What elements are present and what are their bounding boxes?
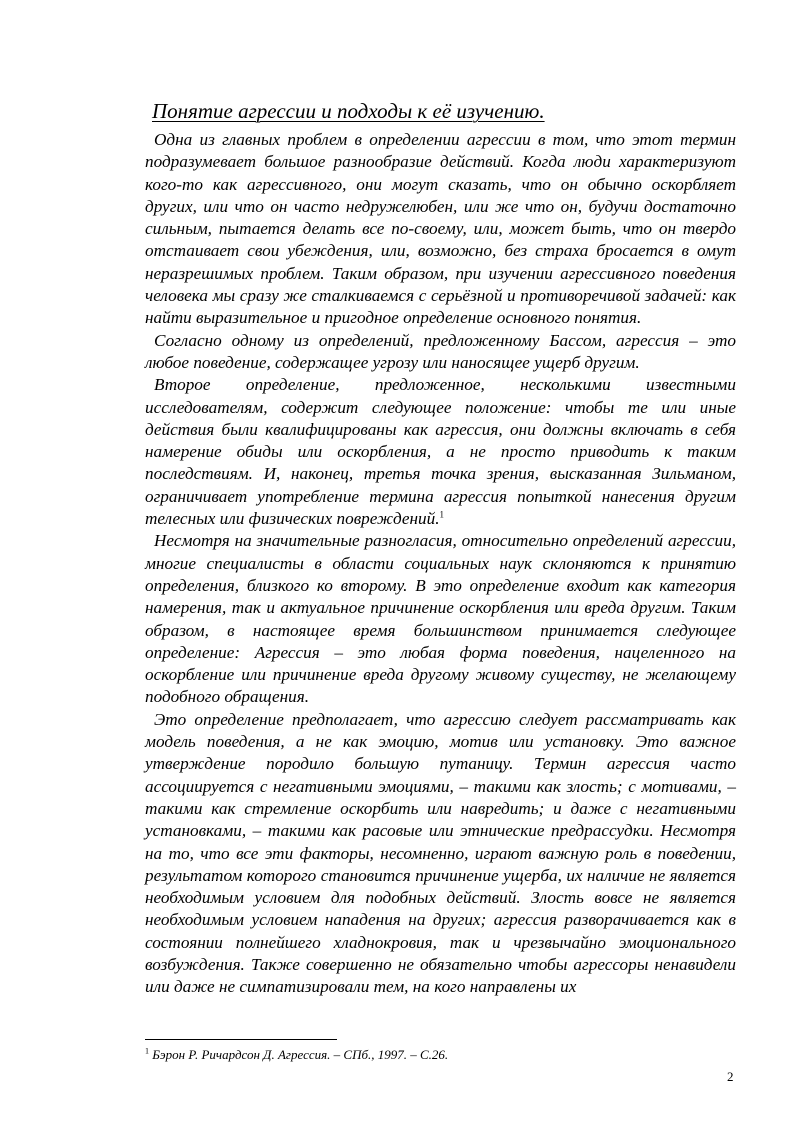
paragraph-3 [145, 374, 736, 530]
paragraph-3-text: Второе определение, предложенное, несколькими известными исследователям, содержит следующее положение: чтобы те или иные действия были квалифицированы как агрессия, они должны включать в себя намерение обиды или оскорбления, а не просто приводить к таким последствиям. И, наконец, третья точка зрения, высказанная Зильманом, ограничивает употребление термина агрессия попыткой нанесения другим телесных или физических повреждений. [145, 375, 736, 529]
paragraph-1: Одна из главных проблем в определении агрессии в том, что этот термин подразумевает большое разнообразие действий. Когда люди характеризуют кого-то как агрессивного, они могут сказать, что он обычно оскорбляет других, или что он часто недружелюбен, или же что он, будучи достаточно сильным, пытается делать все по-своему, или, может быть, что он твердо отстаивает свои убеждения, или, возможно, без страха бросается в омут неразрешимых проблем. Таким образом, при изучении агрессивного поведения человека мы сразу же сталкиваемся с серьёзной и противоречивой задачей: как найти выразительное и пригодное определение основного понятия. [145, 130, 736, 328]
page-number: 2 [727, 1069, 734, 1084]
footnote-text: Бэрон Р. Ричардсон Д. Агрессия. – СПб., 1997. – С.26. [152, 1047, 449, 1062]
footnote-number: 1 [145, 1046, 149, 1056]
paragraph-5: Это определение предполагает, что агрессию следует рассматривать как модель поведения, а не как эмоцию, мотив или установку. Это важное утверждение породило большую путаницу. Термин агрессия часто ассоциируется с негативными эмоциями, – такими как злость; с мотивами, – такими как стремление оскорбить или навредить; и даже с негативными установками, – такими как расовые или этнические предрассудки. Несмотря на то, что все эти факторы, несомненно, играют важную роль в поведении, результатом которого становится причинение ущерба, их наличие не является необходимым условием для подобных действий. Злость вовсе не является необходимым условием нападения на других; агрессия разворачивается как в состоянии полнейшего хладнокровия, так и чрезвычайно эмоционального возбуждения. Также совершенно не обязательно чтобы агрессоры ненавидели или даже не симпатизировали тем, на кого направлены их [145, 709, 736, 997]
paragraph-2: Согласно одному из определений, предложенному Бассом, агрессия – это любое поведение, содержащее угрозу или наносящее ущерб другим. [145, 330, 736, 372]
footnote [145, 1047, 448, 1063]
footnote-separator [145, 1039, 337, 1040]
footnote-reference[interactable]: 1 [439, 509, 444, 520]
document-title: Понятие агрессии и подходы к её изучению. [152, 99, 545, 123]
paragraph-4: Несмотря на значительные разногласия, относительно определений агрессии, многие специалисты в области социальных наук склоняются к принятию определения, близкого ко второму. В это определение входит как категория намерения, так и актуальное причинение оскорбления или вреда другим. Таким образом, в настоящее время большинством принимается следующее определение: Агрессия – это любая форма поведения, нацеленного на оскорбление или причинение вреда другому живому существу, не желающему подобного обращения. [145, 531, 736, 707]
body-text [145, 129, 736, 999]
